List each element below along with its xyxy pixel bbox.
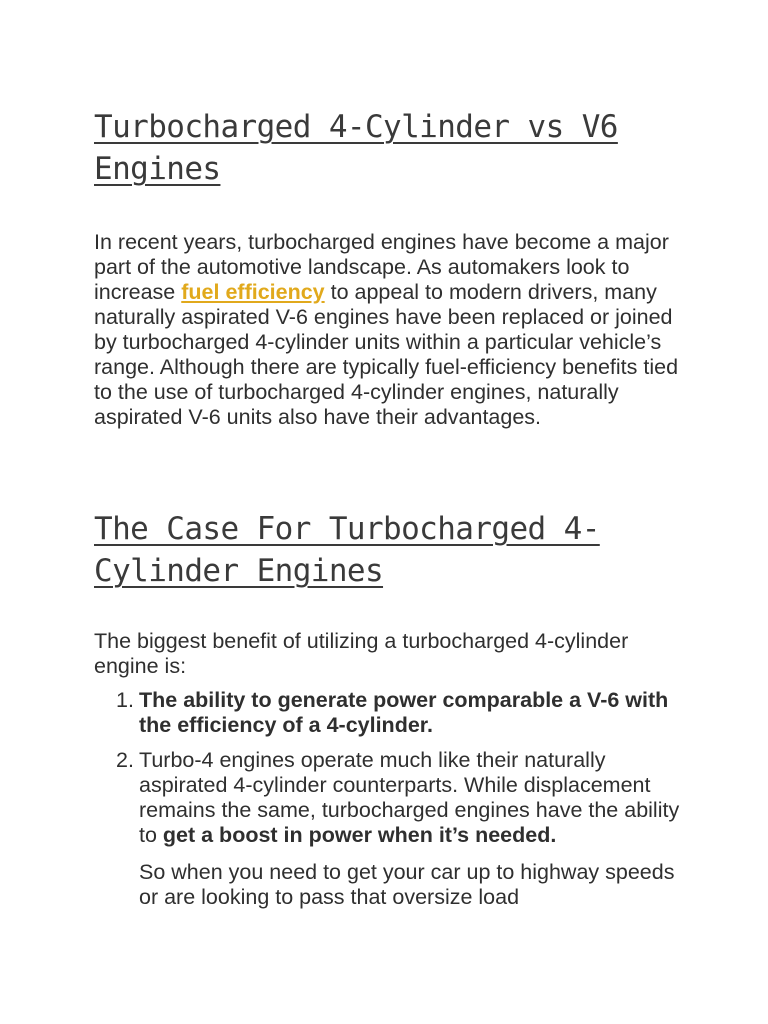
list-item-number: 1. bbox=[116, 688, 134, 712]
list-item bbox=[94, 688, 694, 738]
intro-text-after-link: to appeal to modern drivers, many naturally aspirated V-6 engines have been replaced or joined by turbocharged 4-cylinder units within a particular vehicle’s range. Although there are typically fuel-efficiency benefits tied to the use of turbocharged 4-cylinder engines, naturally aspirated V-6 units also have their advantages. bbox=[94, 280, 679, 429]
list-item-number: 2. bbox=[116, 748, 134, 772]
benefit-list bbox=[94, 688, 694, 910]
intro-paragraph bbox=[94, 230, 694, 430]
list-item-bold-text: The ability to generate power comparable a V-6 with the efficiency of a 4-cylinder. bbox=[139, 688, 669, 737]
fuel-efficiency-link[interactable]: fuel efficiency bbox=[181, 280, 325, 304]
list-item-bold-text: get a boost in power when it’s needed. bbox=[162, 823, 557, 847]
list-item-continuation: So when you need to get your car up to highway speeds or are looking to pass that oversize load bbox=[139, 860, 675, 909]
list-item bbox=[94, 748, 694, 910]
page-title: Turbocharged 4-Cylinder vs V6 Engines bbox=[94, 109, 618, 187]
benefit-intro-paragraph: The biggest benefit of utilizing a turbocharged 4-cylinder engine is: bbox=[94, 629, 629, 678]
list-item-text: Turbo-4 engines operate much like their naturally aspirated 4-cylinder counterparts. While displacement remains the same, turbocharged engines have the ability to bbox=[139, 748, 680, 847]
intro-text-before-link: In recent years, turbocharged engines have become a major part of the automotive landscape. As automakers look to increase bbox=[94, 230, 669, 304]
section-heading: The Case For Turbocharged 4-Cylinder Engines bbox=[94, 511, 600, 589]
